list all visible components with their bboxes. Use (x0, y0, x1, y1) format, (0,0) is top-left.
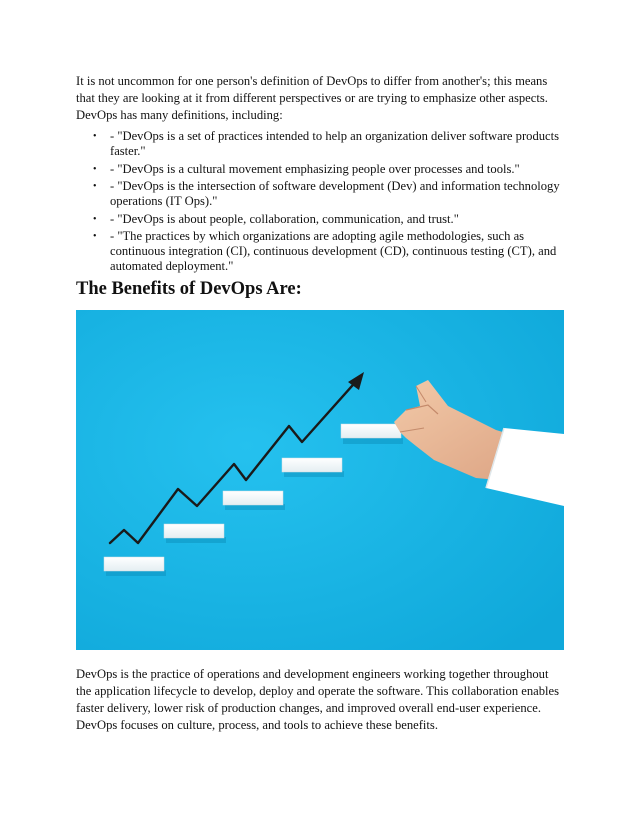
closing-paragraph: DevOps is the practice of operations and development engineers working together throughout the application lifecycle to develop, deploy and operate the software. This collaboration enables faster delivery, lower risk of production changes, and improved overall end-user experience. DevOps focuses on culture, process, and tools to achieve these benefits. (76, 666, 560, 732)
bullet-icon: • (93, 131, 97, 142)
intro-paragraph: It is not uncommon for one person's definition of DevOps to differ from another's; this means that they are looking at it from different perspectives or are trying to emphasize other aspects. DevOps has many definitions, including: (76, 74, 548, 122)
definition-text: - "DevOps is a cultural movement emphasizing people over processes and tools." (110, 161, 520, 176)
list-item (76, 162, 566, 177)
growth-staircase-arrow-icon (76, 310, 564, 650)
list-item (76, 212, 566, 227)
list-item (76, 129, 566, 159)
definition-text: - "DevOps is a set of practices intended to help an organization deliver software products faster." (110, 129, 560, 158)
definition-text: - "DevOps is about people, collaboration, communication, and trust." (110, 211, 459, 226)
list-item (76, 229, 566, 274)
bullet-icon: • (93, 181, 97, 192)
document-content (76, 73, 566, 734)
bullet-icon: • (93, 231, 97, 242)
bullet-icon: • (93, 163, 97, 175)
bullet-icon: • (93, 213, 97, 225)
list-item (76, 179, 566, 209)
definitions-list (76, 129, 566, 274)
definition-text: - "DevOps is the intersection of software development (Dev) and information technology operations (IT Ops)." (110, 179, 560, 208)
definition-text: - "The practices by which organizations are adopting agile methodologies, such as continuous integration (CI), continuous development (CD), continuous testing (CT), and automated deployment." (110, 229, 557, 273)
section-heading: The Benefits of DevOps Are: (76, 278, 302, 299)
hero-image (76, 310, 564, 650)
